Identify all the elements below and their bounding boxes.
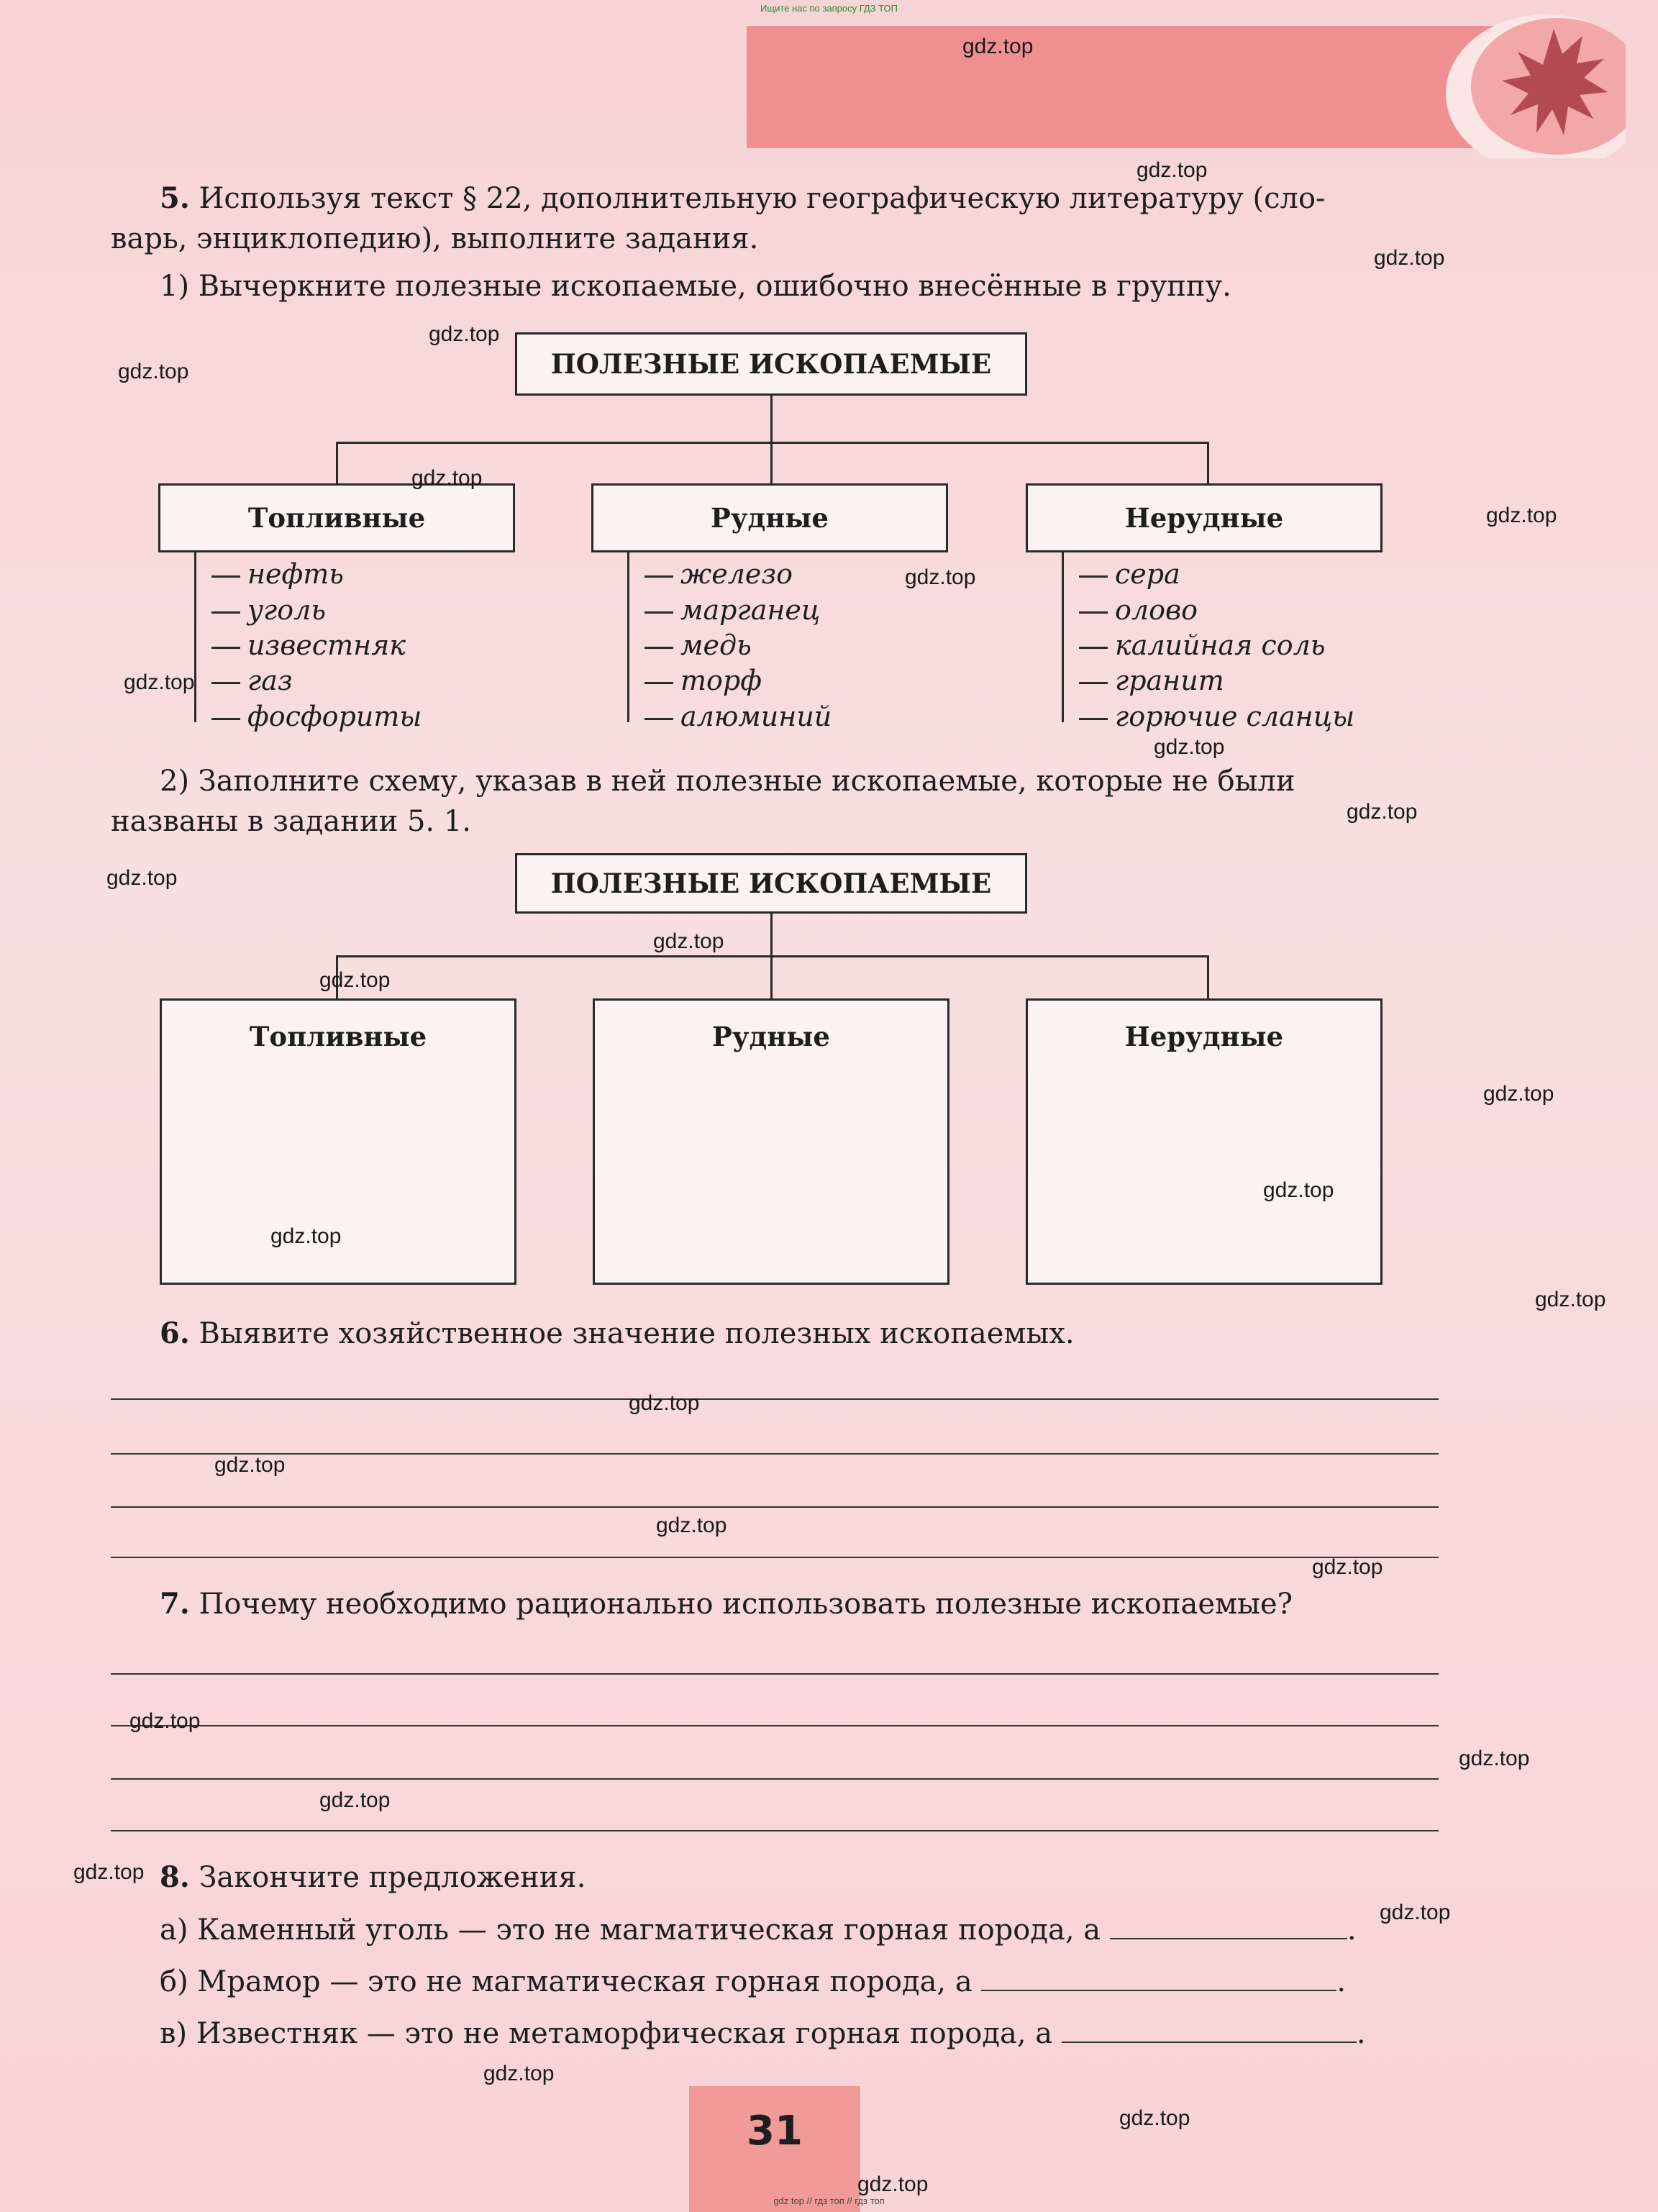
task5-line1: 5. Используя текст § 22, дополнительную географическую литературу (сло- [160,181,1326,215]
watermark: gdz.top [429,322,500,346]
scheme1-group-nonore: Нерудные [1026,483,1383,552]
list-item: марганец [680,594,821,626]
list-item: гранит [1115,665,1224,696]
scheme2-group-ore-label: Рудные [712,1021,830,1052]
watermark: gdz.top [905,565,976,589]
scheme1-root-connector [770,396,773,443]
list-item: железо [680,558,793,590]
watermark: gdz.top [1263,1178,1334,1202]
scheme1-branch-middle [770,442,773,485]
watermark: gdz.top [129,1709,201,1733]
answer-line[interactable] [111,1398,1439,1400]
watermark: gdz.top [656,1514,727,1537]
list-item: известняк [247,629,406,661]
scheme1-group-fuel: Топливные [158,483,515,552]
task5-sub2-line1: 2) Заполните схему, указав в ней полезные ископаемые, которые не были [160,765,1295,798]
answer-line[interactable] [111,1778,1439,1780]
scheme2-group-nonore[interactable] [1026,998,1383,1285]
answer-line[interactable] [111,1673,1439,1675]
watermark: gdz.top [106,866,178,890]
task8-c-blank[interactable] [1062,2013,1357,2043]
scheme2-group-ore[interactable] [593,998,949,1285]
watermark: gdz.top [1380,1901,1451,1924]
answer-line[interactable] [111,1725,1439,1726]
task8-a: а) Каменный уголь — это не магматическая горная порода, а . [160,1909,1357,1950]
task5-sub2-line2: названы в задании 5. 1. [111,805,472,838]
answer-line[interactable] [111,1830,1439,1831]
footer-note: gdz top // гдз топ // гдз топ [773,2195,885,2206]
scheme1-branch-right [1207,442,1209,485]
list-item: нефть [247,558,344,590]
list-item: олово [1115,594,1198,626]
scheme1-group-ore: Рудные [591,483,948,552]
scheme2-group-fuel-label: Топливные [249,1021,427,1052]
scheme1-branch-left [336,442,338,485]
scheme2-branch-middle [770,955,773,1000]
answer-line[interactable] [111,1557,1439,1558]
watermark: gdz.top [483,2062,555,2085]
watermark: gdz.top [1154,735,1225,759]
answer-line[interactable] [111,1506,1439,1508]
watermark: gdz.top [1483,1082,1554,1106]
list-item: торф [680,665,762,696]
scheme1-root: ПОЛЕЗНЫЕ ИСКОПАЕМЫЕ [515,332,1027,396]
task6-text: 6. Выявите хозяйственное значение полезных ископаемых. [160,1316,1075,1350]
scheme1-fuel-trunk [194,552,196,722]
scheme2-group-nonore-label: Нерудные [1124,1021,1284,1052]
scheme1-ore-trunk [627,552,629,722]
task8-text: 8. Закончите предложения. [160,1860,586,1894]
task8-b-blank[interactable] [981,1961,1336,1991]
watermark: gdz.top [411,466,483,490]
task5-line2: варь, энциклопедию), выполните задания. [111,222,759,255]
scheme2-branch-right [1207,955,1209,1000]
watermark: gdz.top [1137,158,1208,182]
watermark: gdz.top [73,1860,145,1884]
answer-line[interactable] [111,1453,1439,1455]
watermark: gdz.top [962,35,1034,58]
watermark: gdz.top [653,929,724,953]
watermark: gdz.top [319,968,391,992]
list-item: уголь [247,594,327,626]
watermark: gdz.top [629,1391,700,1415]
scheme2-root: ПОЛЕЗНЫЕ ИСКОПАЕМЫЕ [515,853,1027,914]
watermark: gdz.top [214,1453,286,1477]
watermark: gdz.top [1347,800,1418,824]
watermark: gdz.top [857,2172,929,2196]
list-item: калийная соль [1115,629,1326,661]
list-item: газ [247,665,293,696]
scheme2-root-connector [770,914,773,957]
task8-c: в) Известняк — это не метаморфическая горная порода, а . [160,2013,1366,2054]
watermark: gdz.top [270,1224,342,1248]
watermark: gdz.top [319,1788,391,1812]
page-number: 31 [747,2108,803,2154]
watermark: gdz.top [1486,504,1557,527]
list-item: медь [680,629,752,661]
watermark: gdz.top [118,360,189,383]
star-emblem-icon [1410,14,1626,158]
watermark: gdz.top [1374,246,1445,270]
scheme1-nonore-trunk [1062,552,1064,722]
watermark: gdz.top [1535,1288,1606,1311]
list-item: фосфориты [247,701,422,732]
watermark: gdz.top [1459,1747,1530,1770]
watermark: gdz.top [124,670,195,694]
header-note: Ищите нас по запросу ГДЗ ТОП [760,3,898,14]
task8-a-blank[interactable] [1110,1909,1347,1939]
task8-b: б) Мрамор — это не магматическая горная порода, а . [160,1961,1346,2002]
list-item: горючие сланцы [1115,701,1355,732]
list-item: алюминий [680,701,832,732]
task5-sub1: 1) Вычеркните полезные ископаемые, ошибочно внесённые в группу. [160,270,1231,303]
watermark: gdz.top [1119,2106,1190,2130]
task7-text: 7. Почему необходимо рационально использовать полезные ископаемые? [160,1587,1293,1621]
watermark: gdz.top [1312,1555,1383,1579]
list-item: сера [1115,558,1180,590]
